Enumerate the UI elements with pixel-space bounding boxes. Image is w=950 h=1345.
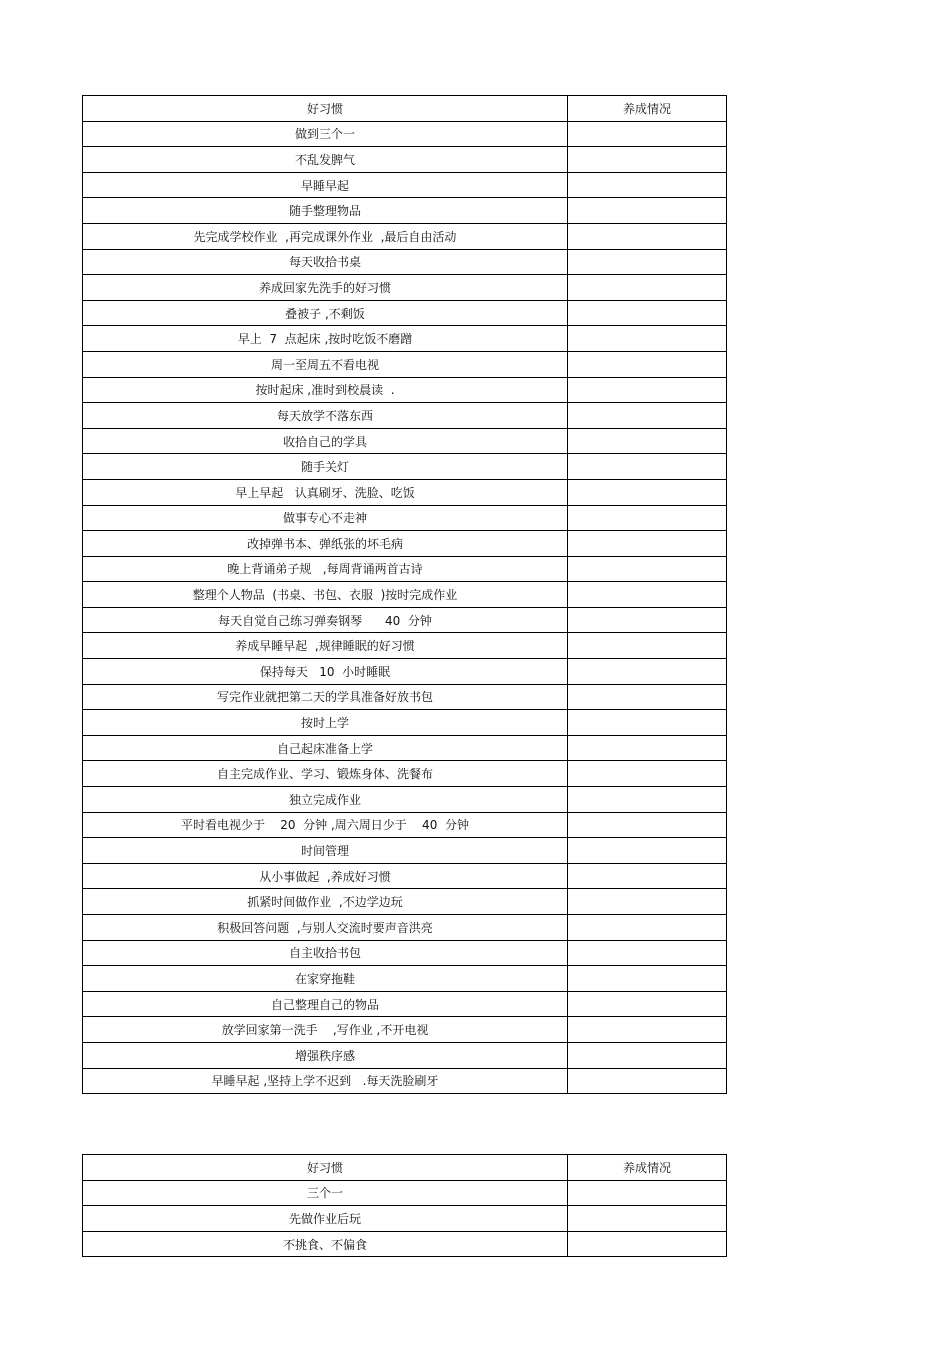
status-cell[interactable] <box>568 479 727 505</box>
table-row <box>83 198 727 224</box>
status-cell[interactable] <box>568 403 727 429</box>
habit-cell: 整理个人物品 (书桌、书包、衣服 )按时完成作业 <box>83 582 568 608</box>
column-header-habit: 好习惯 <box>83 1155 568 1181</box>
status-cell[interactable] <box>568 684 727 710</box>
status-cell[interactable] <box>568 556 727 582</box>
table-row <box>83 1206 727 1232</box>
habit-cell: 养成早睡早起 ,规律睡眠的好习惯 <box>83 633 568 659</box>
table-row <box>83 326 727 352</box>
habit-cell: 放学回家第一洗手 ,写作业 ,不开电视 <box>83 1017 568 1043</box>
column-header-status: 养成情况 <box>568 1155 727 1181</box>
status-cell[interactable] <box>568 991 727 1017</box>
habit-cell: 养成回家先洗手的好习惯 <box>83 275 568 301</box>
table-row <box>83 505 727 531</box>
status-cell[interactable] <box>568 710 727 736</box>
table-row <box>83 659 727 685</box>
status-cell[interactable] <box>568 1180 727 1206</box>
habit-cell: 每天放学不落东西 <box>83 403 568 429</box>
habit-cell: 独立完成作业 <box>83 787 568 813</box>
status-cell[interactable] <box>568 787 727 813</box>
table-row <box>83 607 727 633</box>
table-row <box>83 172 727 198</box>
table-row <box>83 863 727 889</box>
status-cell[interactable] <box>568 326 727 352</box>
status-cell[interactable] <box>568 147 727 173</box>
status-cell[interactable] <box>568 121 727 147</box>
status-cell[interactable] <box>568 351 727 377</box>
habit-cell: 三个一 <box>83 1180 568 1206</box>
table-row <box>83 377 727 403</box>
status-cell[interactable] <box>568 607 727 633</box>
habit-cell: 早上早起 认真刷牙、洗脸、吃饭 <box>83 479 568 505</box>
habit-cell: 早睡早起 <box>83 172 568 198</box>
status-cell[interactable] <box>568 300 727 326</box>
habit-cell: 做事专心不走神 <box>83 505 568 531</box>
habit-cell: 在家穿拖鞋 <box>83 966 568 992</box>
status-cell[interactable] <box>568 275 727 301</box>
table-row <box>83 735 727 761</box>
habit-cell: 每天自觉自己练习弹奏钢琴 40 分钟 <box>83 607 568 633</box>
habit-cell: 不挑食、不偏食 <box>83 1231 568 1257</box>
status-cell[interactable] <box>568 735 727 761</box>
table-header-row <box>83 1155 727 1181</box>
status-cell[interactable] <box>568 172 727 198</box>
habit-table-1-body <box>83 121 727 1094</box>
table-row <box>83 710 727 736</box>
habit-cell: 先完成学校作业 ,再完成课外作业 ,最后自由活动 <box>83 223 568 249</box>
status-cell[interactable] <box>568 633 727 659</box>
table-row <box>83 1017 727 1043</box>
habit-cell: 先做作业后玩 <box>83 1206 568 1232</box>
status-cell[interactable] <box>568 812 727 838</box>
habit-cell: 保持每天 10 小时睡眠 <box>83 659 568 685</box>
status-cell[interactable] <box>568 1231 727 1257</box>
table-row <box>83 1180 727 1206</box>
habit-cell: 不乱发脾气 <box>83 147 568 173</box>
status-cell[interactable] <box>568 223 727 249</box>
status-cell[interactable] <box>568 940 727 966</box>
table-row <box>83 812 727 838</box>
habit-cell: 做到三个一 <box>83 121 568 147</box>
status-cell[interactable] <box>568 863 727 889</box>
habit-cell: 改掉弹书本、弹纸张的坏毛病 <box>83 531 568 557</box>
habit-cell: 每天收拾书桌 <box>83 249 568 275</box>
habit-table-1 <box>82 95 727 1094</box>
table-row <box>83 403 727 429</box>
habit-cell: 收拾自己的学具 <box>83 428 568 454</box>
table-row <box>83 1042 727 1068</box>
habit-cell: 随手关灯 <box>83 454 568 480</box>
table-row <box>83 838 727 864</box>
status-cell[interactable] <box>568 249 727 275</box>
status-cell[interactable] <box>568 889 727 915</box>
table-row <box>83 915 727 941</box>
table-row <box>83 223 727 249</box>
column-header-habit: 好习惯 <box>83 96 568 122</box>
table-row <box>83 249 727 275</box>
habit-cell: 增强秩序感 <box>83 1042 568 1068</box>
status-cell[interactable] <box>568 582 727 608</box>
habit-cell: 早睡早起 ,坚持上学不迟到 .每天洗脸刷牙 <box>83 1068 568 1094</box>
habit-cell: 叠被子 ,不剩饭 <box>83 300 568 326</box>
habit-cell: 自主完成作业、学习、锻炼身体、洗餐布 <box>83 761 568 787</box>
status-cell[interactable] <box>568 838 727 864</box>
table-row <box>83 300 727 326</box>
habit-cell: 晚上背诵弟子规 ,每周背诵两首古诗 <box>83 556 568 582</box>
status-cell[interactable] <box>568 377 727 403</box>
habit-cell: 按时起床 ,准时到校晨读 . <box>83 377 568 403</box>
table-row <box>83 633 727 659</box>
habit-cell: 写完作业就把第二天的学具准备好放书包 <box>83 684 568 710</box>
status-cell[interactable] <box>568 761 727 787</box>
habit-cell: 抓紧时间做作业 ,不边学边玩 <box>83 889 568 915</box>
table-row <box>83 428 727 454</box>
habit-cell: 从小事做起 ,养成好习惯 <box>83 863 568 889</box>
status-cell[interactable] <box>568 1206 727 1232</box>
table-row <box>83 684 727 710</box>
table-row <box>83 1231 727 1257</box>
status-cell[interactable] <box>568 505 727 531</box>
habit-cell: 平时看电视少于 20 分钟 ,周六周日少于 40 分钟 <box>83 812 568 838</box>
table-row <box>83 556 727 582</box>
habit-cell: 按时上学 <box>83 710 568 736</box>
table-row <box>83 787 727 813</box>
table-row <box>83 991 727 1017</box>
table-header-row <box>83 96 727 122</box>
habit-cell: 周一至周五不看电视 <box>83 351 568 377</box>
status-cell[interactable] <box>568 454 727 480</box>
table-row <box>83 1068 727 1094</box>
table-row <box>83 531 727 557</box>
status-cell[interactable] <box>568 1017 727 1043</box>
habit-table-2 <box>82 1154 727 1257</box>
table-row <box>83 889 727 915</box>
table-row <box>83 761 727 787</box>
habit-cell: 自己整理自己的物品 <box>83 991 568 1017</box>
habit-cell: 早上 7 点起床 ,按时吃饭不磨蹭 <box>83 326 568 352</box>
table-row <box>83 121 727 147</box>
habit-table-2-body <box>83 1180 727 1257</box>
status-cell[interactable] <box>568 966 727 992</box>
status-cell[interactable] <box>568 428 727 454</box>
habit-cell: 自己起床准备上学 <box>83 735 568 761</box>
habit-cell: 积极回答问题 ,与别人交流时要声音洪亮 <box>83 915 568 941</box>
habit-cell: 自主收拾书包 <box>83 940 568 966</box>
status-cell[interactable] <box>568 1042 727 1068</box>
table-row <box>83 479 727 505</box>
table-row <box>83 582 727 608</box>
table-row <box>83 351 727 377</box>
table-row <box>83 454 727 480</box>
table-row <box>83 275 727 301</box>
status-cell[interactable] <box>568 915 727 941</box>
status-cell[interactable] <box>568 531 727 557</box>
table-row <box>83 147 727 173</box>
status-cell[interactable] <box>568 659 727 685</box>
column-header-status: 养成情况 <box>568 96 727 122</box>
habit-cell: 时间管理 <box>83 838 568 864</box>
table-row <box>83 966 727 992</box>
table-row <box>83 940 727 966</box>
habit-cell: 随手整理物品 <box>83 198 568 224</box>
status-cell[interactable] <box>568 1068 727 1094</box>
status-cell[interactable] <box>568 198 727 224</box>
